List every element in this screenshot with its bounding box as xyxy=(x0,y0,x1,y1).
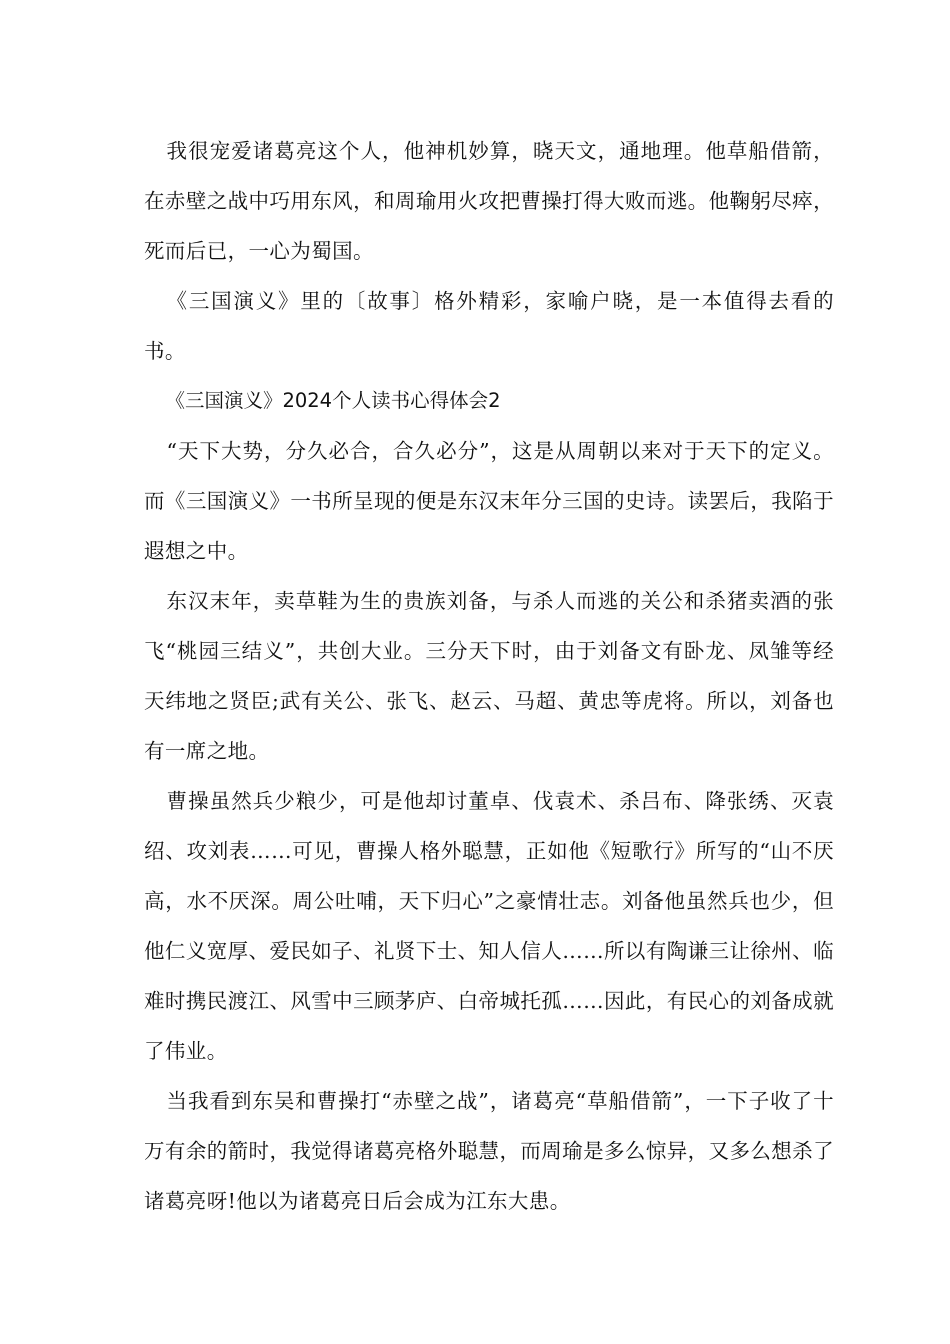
paragraph-book-recommendation: 《三国演义》里的〔故事〕格外精彩，家喻户晓，是一本值得去看的书。 xyxy=(144,289,834,363)
document-body xyxy=(144,126,834,1226)
paragraph-opening-quote: “天下大势，分久必合，合久必分”，这是从周朝以来对于天下的定义。而《三国演义》一书所呈现的便是东汉末年分三国的史诗。读罢后，我陷于遐想之中。 xyxy=(144,439,834,563)
paragraph-zhuge-liang: 我很宠爱诸葛亮这个人，他神机妙算，晓天文，通地理。他草船借箭，在赤壁之战中巧用东风，和周瑜用火攻把曹操打得大败而逃。他鞠躬尽瘁，死而后已，一心为蜀国。 xyxy=(144,139,834,263)
paragraph-cao-cao: 曹操虽然兵少粮少，可是他却讨董卓、伐袁术、杀吕布、降张绣、灭袁绍、攻刘表……可见，曹操人格外聪慧，正如他《短歌行》所写的“山不厌高，水不厌深。周公吐哺，天下归心”之豪情壮志。刘备他虽然兵也少，但他仁义宽厚、爱民如子、礼贤下士、知人信人……所以有陶谦三让徐州、临难时携民渡江、风雪中三顾茅庐、白帝城托孤……因此，有民心的刘备成就了伟业。 xyxy=(144,789,834,1063)
paragraph-liu-bei: 东汉末年，卖草鞋为生的贵族刘备，与杀人而逃的关公和杀猪卖酒的张飞“桃园三结义”，共创大业。三分天下时，由于刘备文有卧龙、凤雏等经天纬地之贤臣;武有关公、张飞、赵云、马超、黄忠等虎将。所以，刘备也有一席之地。 xyxy=(144,589,834,763)
section-title: 《三国演义》2024个人读书心得体会2 xyxy=(165,389,501,412)
paragraph-red-cliffs: 当我看到东吴和曹操打“赤壁之战”，诸葛亮“草船借箭”，一下子收了十万有余的箭时，我觉得诸葛亮格外聪慧，而周瑜是多么惊异，又多么想杀了诸葛亮呀!他以为诸葛亮日后会成为江东大患。 xyxy=(144,1089,834,1213)
